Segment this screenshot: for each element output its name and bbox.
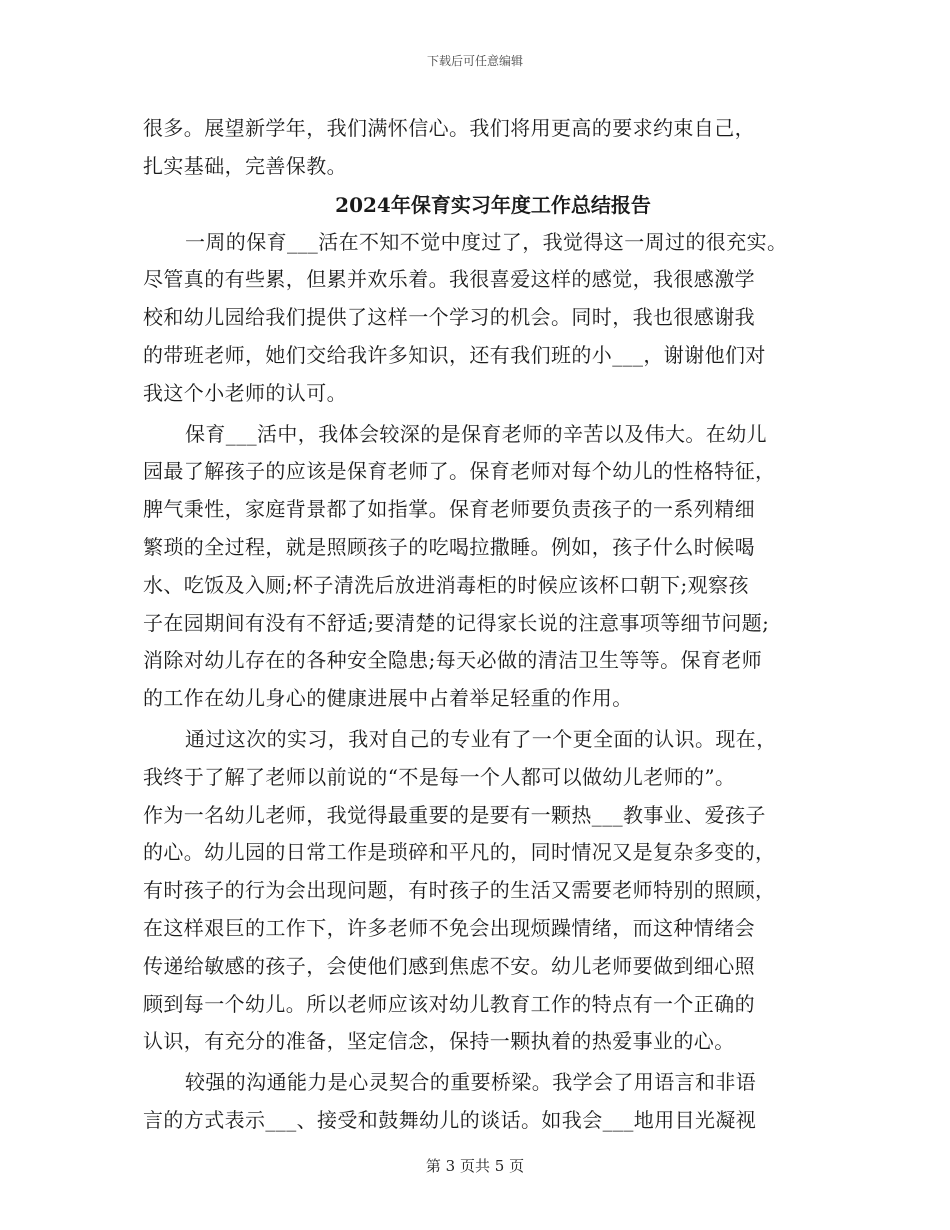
text-line: 较强的沟通能力是心灵契合的重要桥梁。我学会了用语言和非语 (185, 1070, 757, 1095)
paragraph-1 (143, 224, 843, 413)
text-line: 扎实基础，完善保教。 (143, 153, 347, 178)
intro-paragraph (143, 110, 843, 186)
page-number: 第 3 页共 5 页 (425, 1157, 525, 1175)
paragraph-2 (143, 416, 843, 718)
text-line: 水、吃饭及入厕;杯子清洗后放进消毒柜的时候应该杯口朝下;观察孩 (143, 572, 749, 597)
text-line: 一周的保育___活在不知不觉中度过了，我觉得这一周过的很充实。 (185, 229, 788, 254)
paragraph-4 (143, 1064, 843, 1140)
text-line: 我终于了解了老师以前说的“不是每一个人都可以做幼儿老师的”。 (143, 764, 736, 789)
text-line: 尽管真的有些累，但累并欢乐着。我很喜爱这样的感觉，我很感激学 (143, 267, 755, 292)
text-line: 作为一名幼儿老师，我觉得最重要的是要有一颗热___教事业、爱孩子 (143, 802, 766, 827)
text-line: 繁琐的全过程，就是照顾孩子的吃喝拉撒睡。例如，孩子什么时候喝 (143, 534, 755, 559)
text-line: 园最了解孩子的应该是保育老师了。保育老师对每个幼儿的性格特征， (143, 459, 776, 484)
text-line: 的心。幼儿园的日常工作是琐碎和平凡的，同时情况又是复杂多变的， (143, 840, 776, 865)
text-line: 我这个小老师的认可。 (143, 380, 347, 405)
text-line: 认识，有充分的准备，坚定信念，保持一颗执着的热爱事业的心。 (143, 1029, 735, 1054)
text-line: 很多。展望新学年，我们满怀信心。我们将用更高的要求约束自己， (143, 116, 755, 140)
text-line: 消除对幼儿存在的各种安全隐患;每天必做的清洁卫生等等。保育老师 (143, 648, 763, 673)
text-line: 言的方式表示___、接受和鼓舞幼儿的谈话。如我会___地用目光凝视 (143, 1107, 757, 1132)
text-line: 校和幼儿园给我们提供了这样一个学习的机会。同时，我也很感谢我 (143, 305, 755, 330)
text-line: 传递给敏感的孩子，会使他们感到焦虑不安。幼儿老师要做到细心照 (143, 953, 755, 978)
text-line: 子在园期间有没有不舒适;要清楚的记得家长说的注意事项等细节问题; (143, 610, 770, 635)
text-line: 有时孩子的行为会出现问题，有时孩子的生活又需要老师特别的照顾， (143, 878, 776, 903)
text-line: 脾气秉性，家庭背景都了如指掌。保育老师要负责孩子的一系列精细 (143, 497, 755, 522)
document-body (143, 110, 843, 1140)
header-note: 下载后可任意编辑 (426, 54, 523, 68)
paragraph-3 (143, 721, 843, 1061)
text-line: 的工作在幼儿身心的健康进展中占着举足轻重的作用。 (143, 686, 633, 711)
text-line: 通过这次的实习，我对自己的专业有了一个更全面的认识。现在， (185, 726, 777, 751)
text-line: 在这样艰巨的工作下，许多老师不免会出现烦躁情绪，而这种情绪会 (143, 915, 755, 940)
document-title: 2024年保育实习年度工作总结报告 (335, 192, 651, 217)
text-line: 保育___活中，我体会较深的是保育老师的辛苦以及伟大。在幼儿 (185, 421, 767, 446)
text-line: 的带班老师，她们交给我许多知识，还有我们班的小___，谢谢他们对 (143, 342, 766, 367)
text-line: 顾到每一个幼儿。所以老师应该对幼儿教育工作的特点有一个正确的 (143, 991, 755, 1016)
